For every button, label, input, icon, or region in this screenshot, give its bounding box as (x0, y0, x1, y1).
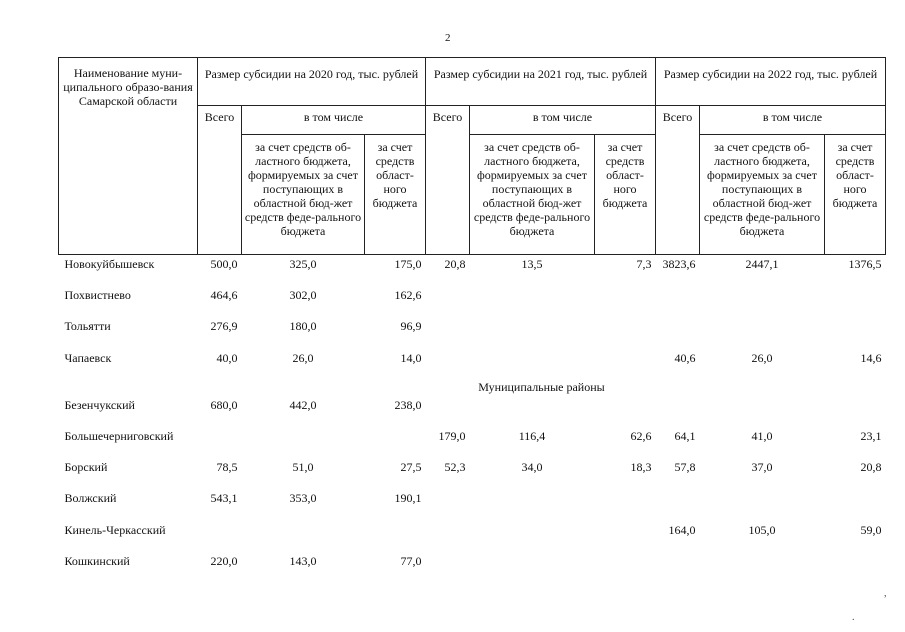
value-cell: 27,5 (400, 460, 422, 475)
value-cell: 1376,5 (848, 257, 882, 271)
municipality-name: Большечерниговский (64, 428, 174, 443)
value-cell: 13,5 (521, 257, 543, 271)
year-2022-header: Размер субсидии на 2022 год, тыс. рублей (656, 58, 886, 106)
municipality-name: Кинель-Черкасский (64, 522, 166, 537)
scan-mark: . (852, 612, 855, 623)
scan-mark: , (884, 588, 887, 599)
including-header-2021: в том числе (470, 106, 656, 135)
section-label-municipal-districts: Муниципальные районы (478, 379, 605, 394)
regional-funds-header-2020: за счет средств област-ного бюджета (365, 135, 426, 255)
federal-funds-header-2021: за счет средств об-ластного бюджета, формируемых за счет поступающих в областной бюд-жет средств феде-рального бюджета (470, 135, 595, 255)
total-header-2020: Всего (198, 106, 242, 255)
value-cell: 164,0 (668, 522, 696, 537)
value-cell: 14,6 (860, 350, 882, 365)
municipality-name: Борский (64, 460, 108, 475)
table-row (59, 427, 886, 458)
table-row (59, 255, 886, 287)
value-cell (825, 317, 886, 348)
total-header-2022: Всего (656, 106, 700, 255)
value-cell (656, 317, 700, 348)
value-cell: 96,9 (400, 319, 422, 334)
value-cell: 2447,1 (745, 257, 779, 271)
value-cell: 238,0 (394, 397, 422, 412)
value-cell: 353,0 (289, 491, 317, 506)
table-row (59, 552, 886, 583)
value-cell: 7,3 (636, 257, 652, 271)
value-cell (365, 427, 426, 458)
municipality-name: Новокуйбышевск (64, 257, 155, 271)
regional-funds-header-2022: за счет средств област-ного бюджета (825, 135, 886, 255)
value-cell (595, 552, 656, 583)
municipality-name: Похвистнево (64, 288, 131, 303)
value-cell: 59,0 (860, 522, 882, 537)
value-cell (426, 521, 470, 552)
value-cell (470, 349, 595, 380)
value-cell: 116,4 (518, 428, 546, 443)
municipality-name: Кошкинский (64, 553, 130, 568)
value-cell (470, 552, 595, 583)
value-cell (595, 349, 656, 380)
value-cell: 276,9 (210, 319, 238, 334)
value-cell: 40,0 (216, 350, 238, 365)
value-cell (700, 396, 825, 427)
value-cell (470, 489, 595, 520)
value-cell (426, 552, 470, 583)
total-header-2021: Всего (426, 106, 470, 255)
value-cell (242, 521, 365, 552)
value-cell: 3823,6 (662, 257, 696, 271)
value-cell (825, 286, 886, 317)
value-cell (365, 521, 426, 552)
including-header-2022: в том числе (700, 106, 886, 135)
value-cell (656, 396, 700, 427)
federal-funds-header-2020: за счет средств об-ластного бюджета, формируемых за счет поступающих в областной бюд-жет средств феде-рального бюджета (242, 135, 365, 255)
value-cell (656, 489, 700, 520)
value-cell: 543,1 (210, 491, 238, 506)
value-cell: 325,0 (289, 257, 317, 271)
table-row (59, 489, 886, 520)
value-cell: 18,3 (630, 460, 652, 475)
value-cell (198, 521, 242, 552)
value-cell: 302,0 (289, 288, 317, 303)
value-cell (470, 317, 595, 348)
value-cell (470, 521, 595, 552)
municipality-name: Волжский (64, 491, 117, 506)
value-cell: 680,0 (210, 397, 238, 412)
value-cell: 26,0 (751, 350, 773, 365)
federal-funds-header-2022: за счет средств об-ластного бюджета, формируемых за счет поступающих в областной бюд-жет средств феде-рального бюджета (700, 135, 825, 255)
value-cell: 14,0 (400, 350, 422, 365)
value-cell (595, 317, 656, 348)
value-cell (470, 286, 595, 317)
table-row (59, 286, 886, 317)
value-cell (700, 489, 825, 520)
value-cell (595, 489, 656, 520)
value-cell (825, 552, 886, 583)
value-cell: 20,8 (444, 257, 466, 271)
value-cell (700, 286, 825, 317)
value-cell (825, 396, 886, 427)
value-cell (470, 396, 595, 427)
value-cell: 220,0 (210, 553, 238, 568)
value-cell (426, 286, 470, 317)
value-cell: 52,3 (444, 460, 466, 475)
value-cell (426, 349, 470, 380)
value-cell: 51,0 (292, 460, 314, 475)
value-cell: 37,0 (751, 460, 773, 475)
value-cell: 179,0 (438, 428, 466, 443)
value-cell (700, 552, 825, 583)
value-cell: 41,0 (751, 428, 773, 443)
regional-funds-header-2021: за счет средств област-ного бюджета (595, 135, 656, 255)
year-2020-header: Размер субсидии на 2020 год, тыс. рублей (198, 58, 426, 106)
value-cell: 64,1 (674, 428, 696, 443)
table-row (59, 317, 886, 348)
municipality-name: Чапаевск (64, 350, 112, 365)
value-cell (825, 489, 886, 520)
value-cell: 442,0 (289, 397, 317, 412)
value-cell: 500,0 (210, 257, 238, 271)
page-number: 2 (445, 32, 451, 44)
value-cell (426, 489, 470, 520)
value-cell (198, 427, 242, 458)
value-cell: 190,1 (394, 491, 422, 506)
value-cell: 77,0 (400, 553, 422, 568)
value-cell: 105,0 (748, 522, 776, 537)
table-row (59, 521, 886, 552)
subsidy-table (58, 57, 886, 583)
value-cell: 20,8 (860, 460, 882, 475)
value-cell: 175,0 (394, 257, 422, 271)
value-cell: 26,0 (292, 350, 314, 365)
value-cell: 180,0 (289, 319, 317, 334)
value-cell: 34,0 (521, 460, 543, 475)
table-row (59, 458, 886, 489)
value-cell: 23,1 (860, 428, 882, 443)
value-cell (656, 552, 700, 583)
table-row (59, 396, 886, 427)
municipality-name: Безенчукский (64, 397, 135, 412)
value-cell: 143,0 (289, 553, 317, 568)
value-cell (595, 396, 656, 427)
value-cell (595, 521, 656, 552)
municipality-name: Тольятти (64, 319, 111, 334)
year-2021-header: Размер субсидии на 2021 год, тыс. рублей (426, 58, 656, 106)
value-cell (700, 317, 825, 348)
value-cell: 40,6 (674, 350, 696, 365)
value-cell: 57,8 (674, 460, 696, 475)
value-cell: 464,6 (210, 288, 238, 303)
value-cell: 62,6 (630, 428, 652, 443)
table-row (59, 349, 886, 380)
value-cell (595, 286, 656, 317)
including-header-2020: в том числе (242, 106, 426, 135)
value-cell: 78,5 (216, 460, 238, 475)
value-cell (426, 396, 470, 427)
municipality-column-header: Наименование муни-ципального образо-вания Самарской области (59, 58, 198, 255)
value-cell: 162,6 (394, 288, 422, 303)
value-cell (426, 317, 470, 348)
value-cell (656, 286, 700, 317)
value-cell (242, 427, 365, 458)
